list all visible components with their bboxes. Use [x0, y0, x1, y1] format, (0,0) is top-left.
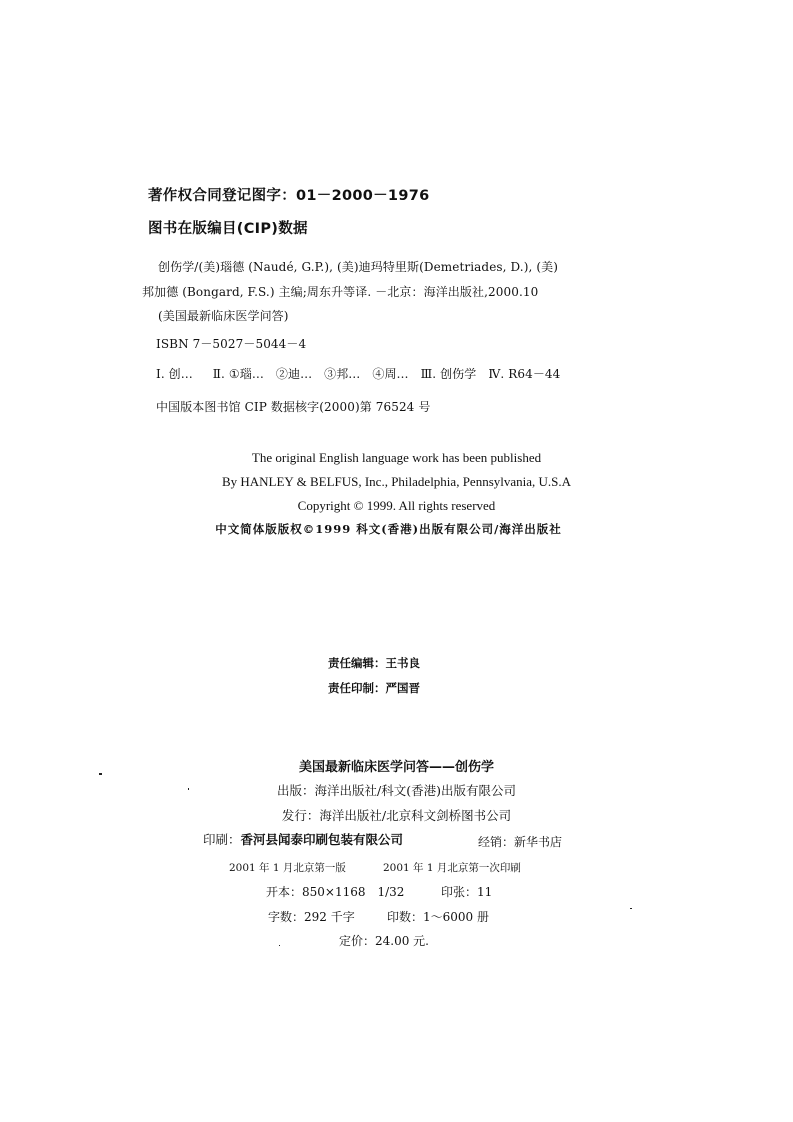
price: 定价：24.00 元.	[339, 934, 429, 948]
printer-line	[203, 830, 403, 848]
scan-speck	[279, 945, 280, 946]
responsible-printing	[328, 680, 420, 696]
edition: 2001 年 1 月北京第一版	[229, 862, 346, 874]
classification-4: ③邦…	[324, 367, 361, 381]
format: 开本：850×1168 1/32	[266, 885, 405, 899]
printer-name: 香河县闻泰印刷包装有限公司	[240, 832, 404, 847]
classification-2: Ⅱ. ①瑙…	[212, 367, 264, 381]
classification-7: Ⅳ. R64－44	[488, 367, 561, 381]
seller: 经销：新华书店	[478, 835, 563, 849]
classification-3: ②迪…	[275, 367, 313, 381]
classification-5: ④周…	[372, 367, 409, 381]
book-title: 美国最新临床医学问答——创伤学	[298, 760, 494, 775]
print-run: 印数：1～6000 册	[387, 910, 489, 924]
library-cip-record: 中国版本图书馆 CIP 数据核字(2000)第 76524 号	[156, 400, 431, 414]
classification-1: Ⅰ. 创…	[156, 367, 193, 381]
sheets: 印张：11	[441, 885, 493, 899]
responsible-editor	[328, 655, 420, 671]
scan-speck	[188, 788, 189, 790]
impression: 2001 年 1 月北京第一次印刷	[383, 862, 521, 874]
cip-heading: 图书在版编目(CIP)数据	[148, 221, 308, 237]
printer-label: 印刷：	[203, 832, 241, 847]
editor-name: 王书良	[385, 656, 420, 670]
scan-speck	[99, 773, 102, 775]
cip-line-2: 邦加德 (Bongard, F.S.) 主编;周东升等译. －北京：海洋出版社,2000.10	[142, 285, 539, 299]
printing-label: 责任印制：	[328, 681, 386, 695]
cip-line-1: 创伤学/(美)瑙德 (Naudé, G.P.), (美)迪玛特里斯(Demetriades, D.), (美)	[158, 260, 558, 274]
publisher: 出版：海洋出版社/科文(香港)出版有限公司	[277, 783, 516, 798]
isbn: ISBN 7－5027－5044－4	[156, 337, 307, 351]
chinese-copyright-line: 中文简体版版权©1999 科文(香港)出版有限公司/海洋出版社	[215, 522, 562, 536]
editor-label: 责任编辑：	[328, 656, 386, 670]
word-count: 字数：292 千字	[268, 910, 355, 924]
distributor: 发行：海洋出版社/北京科文剑桥图书公司	[281, 808, 512, 823]
printing-name: 严国晋	[385, 681, 420, 695]
cip-series: (美国最新临床医学问答)	[158, 309, 289, 323]
original-notice-line-1: The original English language work has been published	[251, 450, 542, 465]
original-notice-line-2: By HANLEY & BELFUS, Inc., Philadelphia, Pennsylvania, U.S.A	[221, 474, 572, 489]
classification-6: Ⅲ. 创伤学	[420, 367, 477, 381]
copyright-registration-number: 著作权合同登记图字：01－2000－1976	[148, 188, 430, 204]
copyright-line: Copyright © 1999. All rights reserved	[297, 498, 496, 513]
scan-speck	[630, 908, 632, 909]
classification-line	[156, 365, 560, 382]
